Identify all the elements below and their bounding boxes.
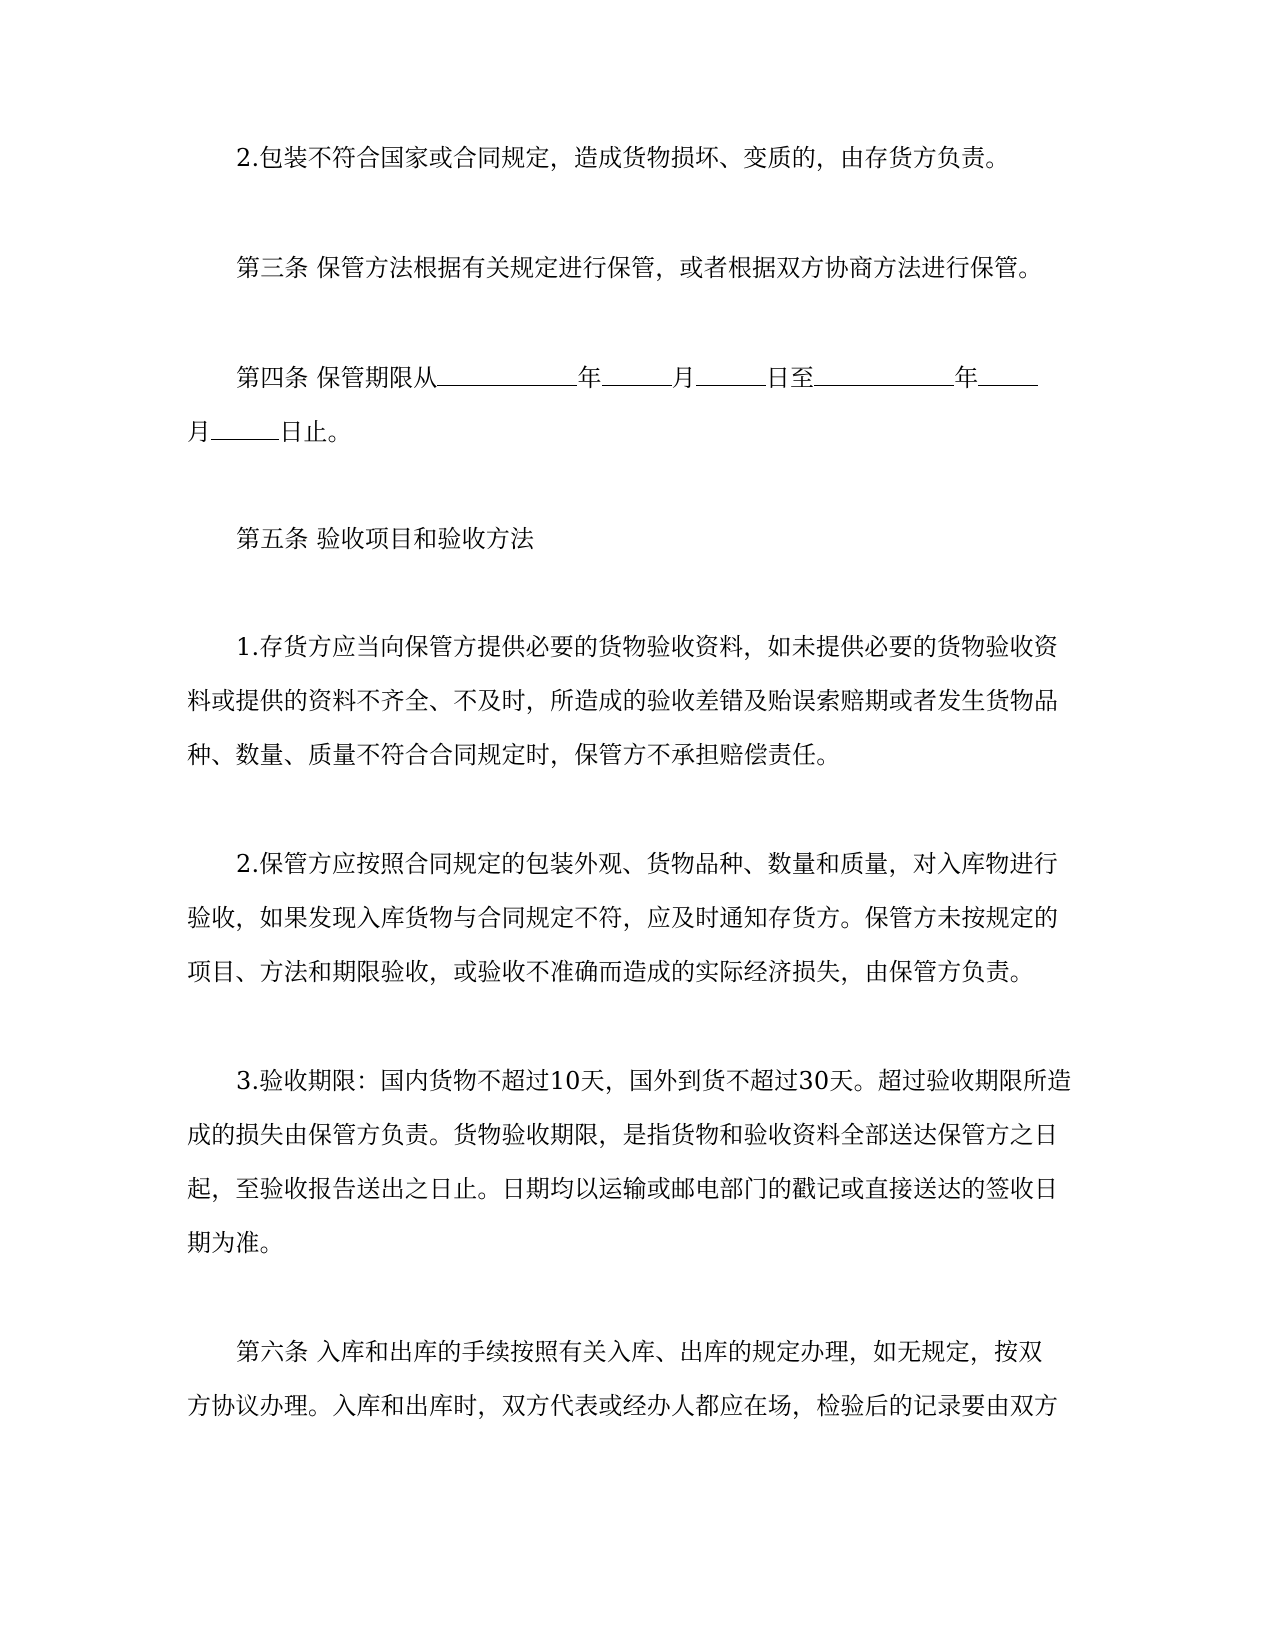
article-3-line-1: 第三条 保管方法根据有关规定进行保管，或者根据双方协商方法进行保管。: [236, 254, 1043, 282]
year-label-1: 年: [577, 364, 602, 392]
day-blank-2[interactable]: [211, 415, 279, 440]
day-end-label: 日止。: [279, 418, 352, 446]
article-5-heading: 第五条 验收项目和验收方法: [236, 525, 535, 553]
year-label-2: 年: [954, 364, 979, 392]
a5-item-3-line-1: 3.验收期限：国内货物不超过10天，国外到货不超过30天。超过验收期限所造: [236, 1067, 1072, 1095]
article-4-prefix: 第四条 保管期限从: [236, 364, 438, 392]
paragraph-packaging-line-1: 2.包装不符合国家或合同规定，造成货物损坏、变质的，由存货方负责。: [236, 144, 1010, 172]
article-6-line-1: 第六条 入库和出库的手续按照有关入库、出库的规定办理，如无规定，按双: [236, 1338, 1043, 1366]
year-blank-2[interactable]: [814, 361, 954, 386]
day-blank-1[interactable]: [696, 361, 766, 386]
a5-item-2-line-2: 验收，如果发现入库货物与合同规定不符，应及时通知存货方。保管方未按规定的: [187, 904, 1059, 932]
day-to-label: 日至: [765, 364, 815, 392]
a5-item-1-line-3: 种、数量、质量不符合合同规定时，保管方不承担赔偿责任。: [187, 741, 841, 769]
a5-item-2-line-1: 2.保管方应按照合同规定的包装外观、货物品种、数量和质量，对入库物进行: [236, 850, 1058, 878]
a5-item-3-line-2: 成的损失由保管方负责。货物验收期限，是指货物和验收资料全部送达保管方之日: [187, 1121, 1059, 1149]
month-label-2: 月: [187, 418, 212, 446]
article-4-line-1: [236, 361, 1038, 394]
year-blank-1[interactable]: [437, 361, 577, 386]
month-blank-1[interactable]: [602, 361, 672, 386]
a5-item-2-line-3: 项目、方法和期限验收，或验收不准确而造成的实际经济损失，由保管方负责。: [187, 958, 1034, 986]
a5-item-3-line-3: 起，至验收报告送出之日止。日期均以运输或邮电部门的戳记或直接送达的签收日: [187, 1175, 1059, 1203]
article-6-line-2: 方协议办理。入库和出库时，双方代表或经办人都应在场，检验后的记录要由双方: [187, 1392, 1059, 1420]
a5-item-1-line-2: 料或提供的资料不齐全、不及时，所造成的验收差错及贻误索赔期或者发生货物品: [187, 687, 1059, 715]
month-blank-2[interactable]: [978, 361, 1038, 386]
article-4-line-2: [187, 415, 352, 448]
a5-item-1-line-1: 1.存货方应当向保管方提供必要的货物验收资料，如未提供必要的货物验收资: [236, 633, 1058, 661]
month-label-1: 月: [671, 364, 696, 392]
a5-item-3-line-4: 期为准。: [187, 1229, 284, 1257]
